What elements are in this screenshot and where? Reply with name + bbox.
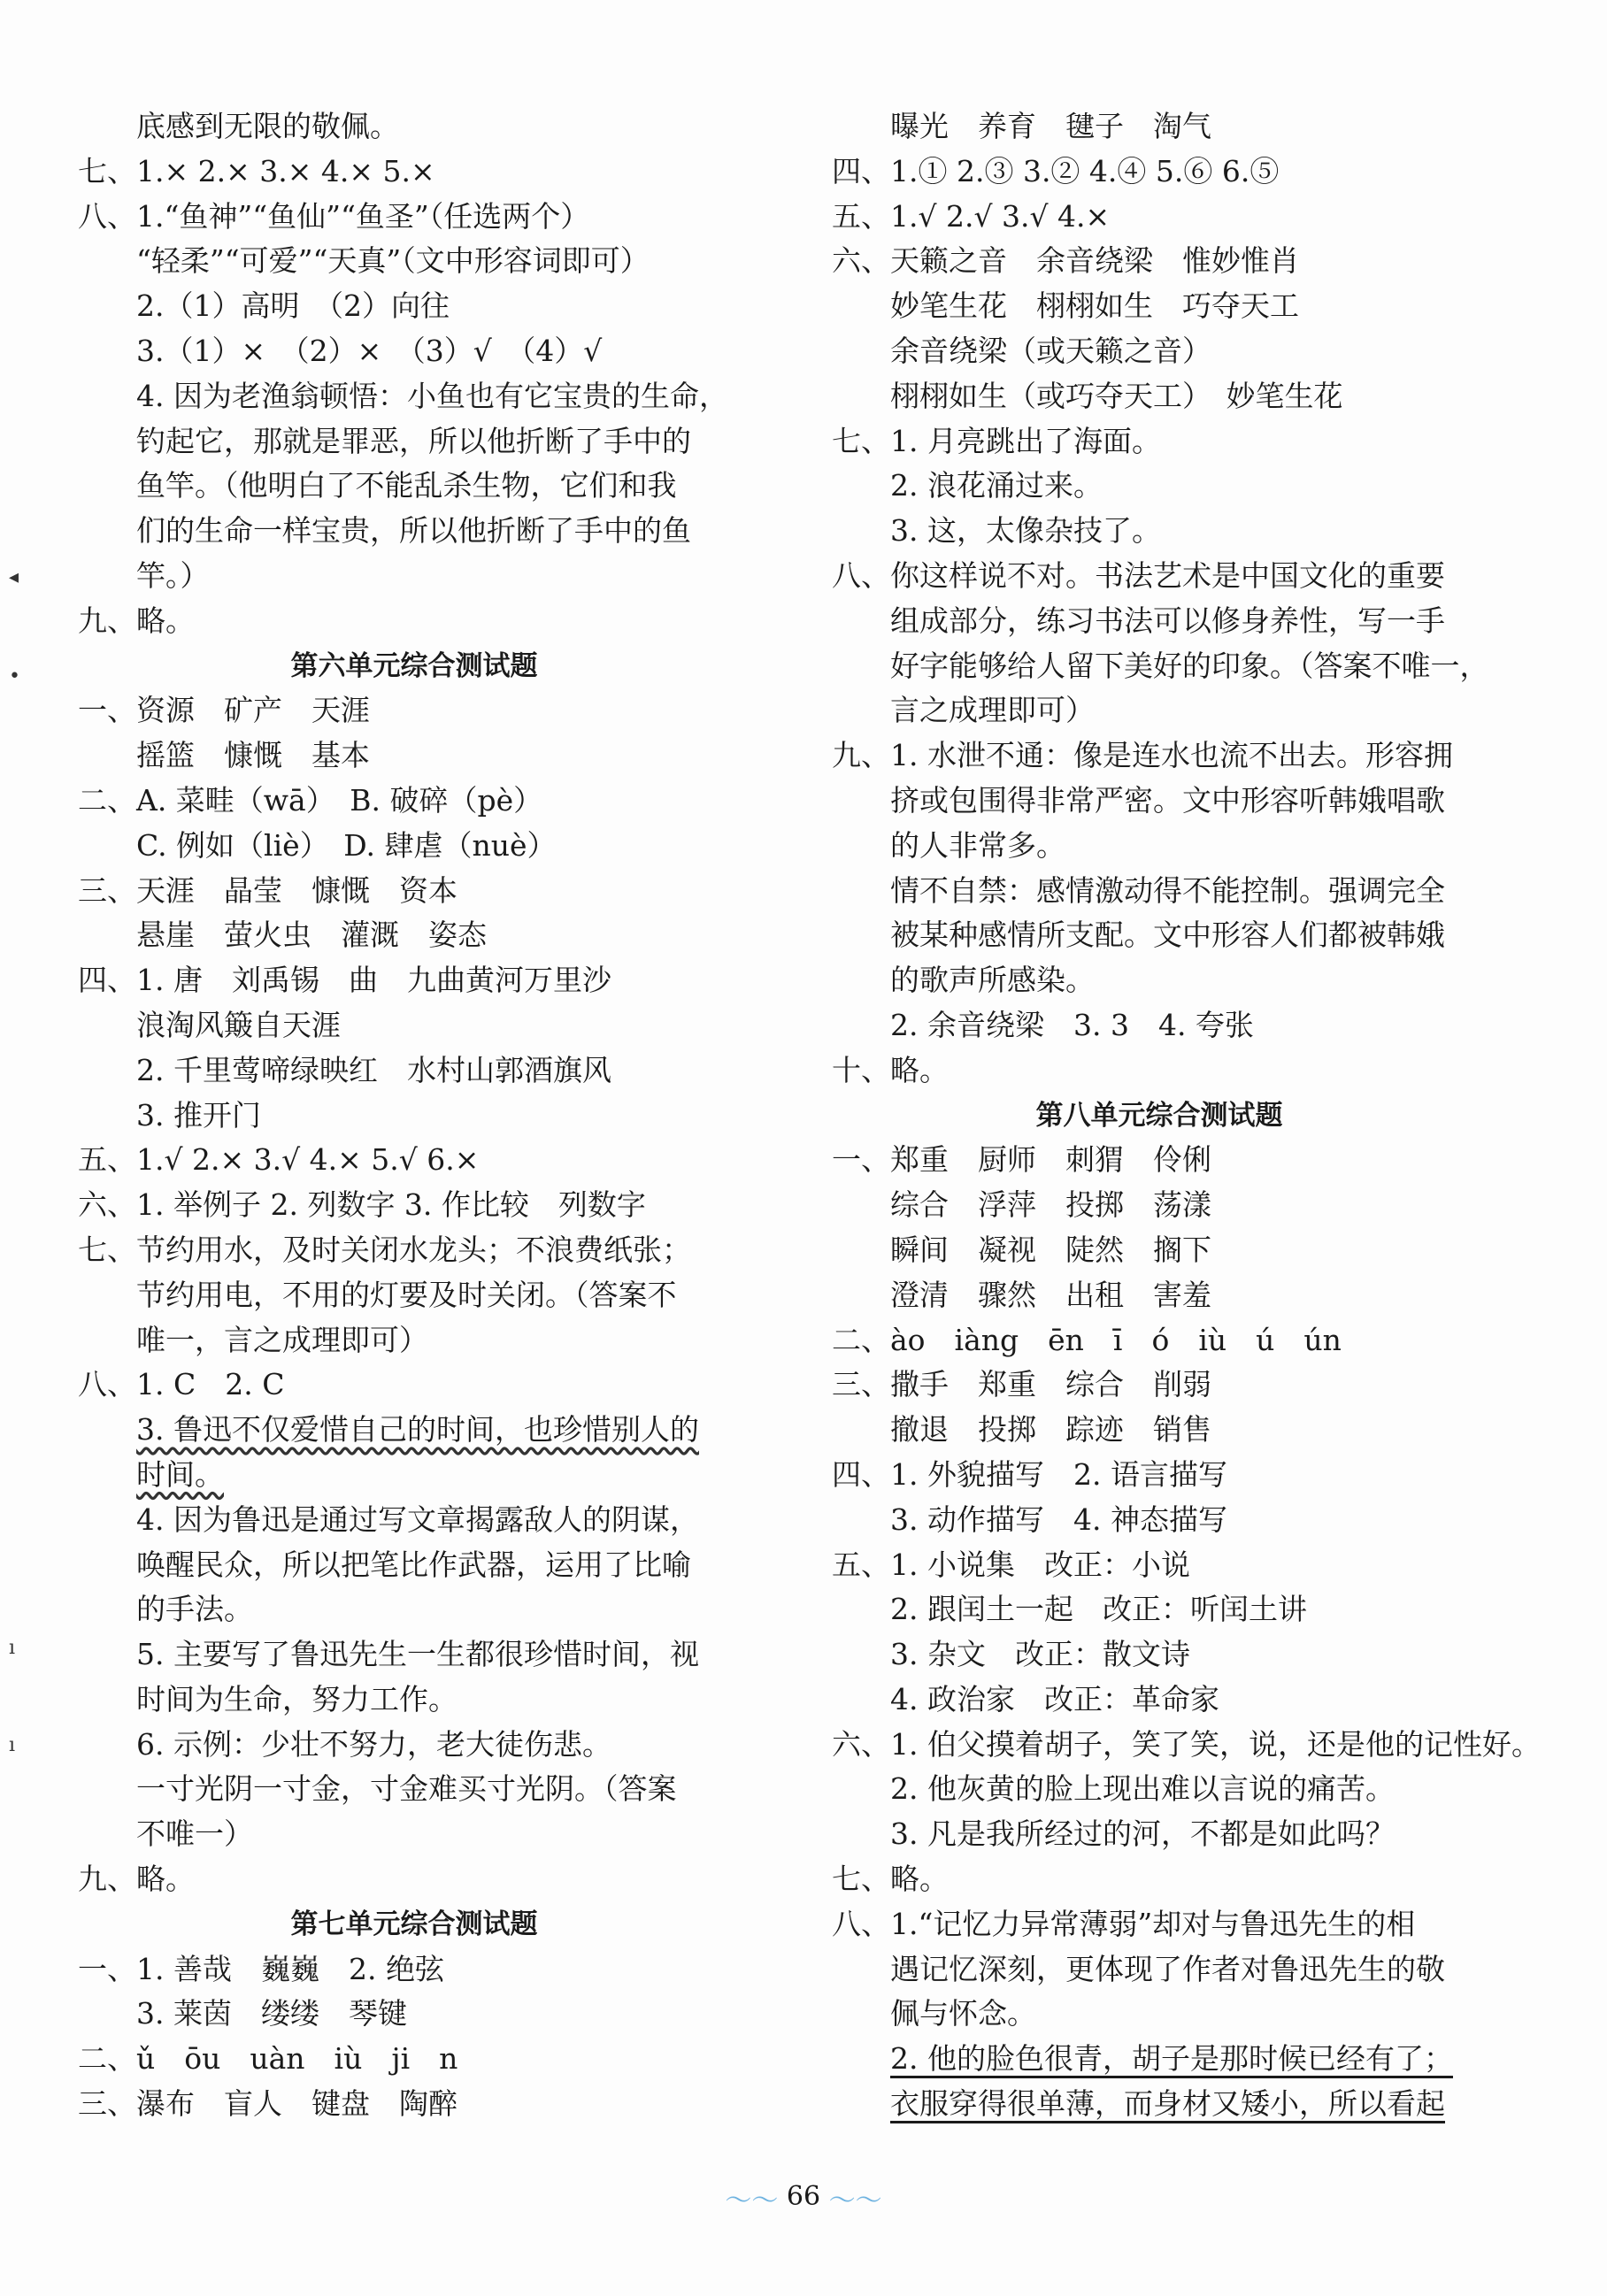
right-column-line: 八、1.“记忆力异常薄弱”却对与鲁迅先生的相 <box>832 1906 1416 1941</box>
left-column-line: 二、ǔ ōu uàn iù ji n <box>78 2041 458 2077</box>
left-column-line: 竿。） <box>136 557 210 593</box>
right-column-line: 2. 他灰黄的脸上现出难以言说的痛苦。 <box>890 1771 1395 1807</box>
right-column-line: 3. 凡是我所经过的河，不都是如此吗？ <box>890 1816 1395 1852</box>
left-column-line: 一寸光阴一寸金，寸金难买寸光阴。（答案 <box>136 1771 677 1807</box>
right-column-line: 挤或包围得非常严密。文中形容听韩娥唱歌 <box>890 782 1445 818</box>
margin-mark: ◂ <box>9 566 19 588</box>
left-column-line: 3.（1）× （2）× （3）√ （4）√ <box>136 333 603 368</box>
left-column-line: 一、资源 矿产 天涯 <box>78 693 370 728</box>
right-column-line: 2. 余音绕梁 3. 3 4. 夸张 <box>890 1007 1254 1042</box>
left-column-line: 九、略。 <box>78 603 195 638</box>
right-column-line: 一、郑重 厨师 刺猬 伶俐 <box>832 1142 1211 1178</box>
left-column-line: 摇篮 慷慨 基本 <box>136 738 370 773</box>
right-column-line: 妙笔生花 栩栩如生 巧夺天工 <box>890 288 1299 324</box>
left-column-line: 二、A. 菜畦（wā） B. 破碎（pè） <box>78 782 543 818</box>
left-column-line: 三、瀑布 盲人 键盘 陶醉 <box>78 2086 457 2122</box>
left-column-line: 5. 主要写了鲁迅先生一生都很珍惜时间，视 <box>136 1637 699 1672</box>
right-column-line: 二、ào iàng ēn ī ó iù ú ún <box>832 1322 1342 1357</box>
right-column <box>832 104 1541 2127</box>
left-column-line: 五、1.√ 2.× 3.√ 4.× 5.√ 6.× <box>78 1142 480 1178</box>
margin-mark: ı <box>9 1637 16 1659</box>
right-column-line: 言之成理即可） <box>890 693 1095 728</box>
right-column-line: 佩与怀念。 <box>890 1996 1036 2031</box>
left-wave-ornament: 〜〜 <box>725 2185 779 2216</box>
right-column-line: 五、1. 小说集 改正：小说 <box>832 1547 1190 1582</box>
left-column-line: 三、天涯 晶莹 慷慨 资本 <box>78 872 457 908</box>
right-column-line: 四、1. 外貌描写 2. 语言描写 <box>832 1456 1227 1492</box>
right-column-line: 五、1.√ 2.√ 3.√ 4.× <box>832 198 1111 234</box>
left-column-line: 七、1.× 2.× 3.× 4.× 5.× <box>78 153 435 188</box>
left-column-line: 唯一，言之成理即可） <box>136 1322 428 1357</box>
right-column-line: 衣服穿得很单薄，而身材又矮小，所以看起 <box>890 2086 1445 2122</box>
page-number: 66 <box>786 2181 821 2212</box>
right-column-line: 2. 浪花涌过来。 <box>890 468 1103 503</box>
right-column-line: 澄清 骤然 出租 害羞 <box>890 1277 1211 1312</box>
left-column-line: 2. 千里莺啼绿映红 水村山郭酒旗风 <box>136 1052 611 1087</box>
right-column-line: 好字能够给人留下美好的印象。（答案不唯一， <box>890 648 1489 683</box>
right-column-line: 3. 动作描写 4. 神态描写 <box>890 1501 1227 1537</box>
right-column-line: 三、撒手 郑重 综合 削弱 <box>832 1367 1211 1402</box>
right-column-line: 撤退 投掷 踪迹 销售 <box>890 1412 1211 1447</box>
right-column-line: 六、天籁之音 余音绕梁 惟妙惟肖 <box>832 243 1299 279</box>
left-column-line: 3. 莱茵 缕缕 琴键 <box>136 1996 407 2031</box>
right-column-line: 2. 他的脸色很青，胡子是那时候已经有了； <box>890 2041 1453 2077</box>
right-column-line: 3. 这，太像杂技了。 <box>890 513 1161 549</box>
section-heading: 第八单元综合测试题 <box>1035 1099 1283 1132</box>
right-column-line: 情不自禁：感情激动得不能控制。强调完全 <box>890 872 1445 908</box>
left-column-line: 六、1. 举例子 2. 列数字 3. 作比较 列数字 <box>78 1187 646 1223</box>
right-column-line: 七、略。 <box>832 1862 949 1897</box>
right-column-line: 九、1. 水泄不通：像是连水也流不出去。形容拥 <box>832 738 1453 773</box>
left-column-line: 们的生命一样宝贵，所以他折断了手中的鱼 <box>136 513 691 549</box>
right-column-line: 被某种感情所支配。文中形容人们都被韩娥 <box>890 918 1445 953</box>
right-column-line: 综合 浮萍 投掷 荡漾 <box>890 1187 1211 1223</box>
left-column-line: 四、1. 唐 刘禹锡 曲 九曲黄河万里沙 <box>78 963 611 998</box>
left-column <box>78 104 750 2127</box>
right-column-line: 瞬间 凝视 陡然 搁下 <box>890 1232 1211 1267</box>
left-column-line: 时间为生命，努力工作。 <box>136 1681 457 1716</box>
left-column-line: 八、1. C 2. C <box>78 1367 285 1402</box>
left-column-line: 4. 因为老渔翁顿悟：小鱼也有它宝贵的生命， <box>136 378 728 413</box>
right-column-line: 4. 政治家 改正：革命家 <box>890 1681 1219 1716</box>
left-column-line: 不唯一） <box>136 1816 253 1852</box>
right-column-line: 余音绕梁（或天籁之音） <box>890 333 1211 368</box>
left-column-line: 八、1.“鱼神”“鱼仙”“鱼圣”（任选两个） <box>78 198 590 234</box>
right-column-line: 栩栩如生（或巧夺天工） 妙笔生花 <box>890 378 1343 413</box>
right-column-line: 七、1. 月亮跳出了海面。 <box>832 423 1161 458</box>
right-wave-ornament: 〜〜 <box>828 2185 882 2216</box>
left-column-line: 2.（1）高明 （2）向往 <box>136 288 450 324</box>
left-column-line: 七、节约用水，及时关闭水龙头；不浪费纸张； <box>78 1232 691 1267</box>
left-column-line: “轻柔”“可爱”“天真”（文中形容词即可） <box>136 243 650 279</box>
left-column-line: 3. 鲁迅不仅爱惜自己的时间，也珍惜别人的 <box>136 1412 699 1447</box>
margin-mark: • <box>9 665 20 687</box>
right-column-line: 的人非常多。 <box>890 827 1065 863</box>
left-column-line: 的手法。 <box>136 1592 253 1627</box>
margin-mark: ı <box>9 1734 16 1756</box>
right-column-line: 曝光 养育 毽子 淘气 <box>890 109 1211 143</box>
right-column-line: 四、1.① 2.③ 3.② 4.④ 5.⑥ 6.⑤ <box>832 153 1280 188</box>
left-column-line: C. 例如（liè） D. 肆虐（nuè） <box>136 827 557 863</box>
left-column-line: 时间。 <box>136 1456 224 1492</box>
right-column-line: 遇记忆深刻，更体现了作者对鲁迅先生的敬 <box>890 1951 1445 1986</box>
right-column-line: 3. 杂文 改正：散文诗 <box>890 1637 1190 1672</box>
left-column-line: 3. 推开门 <box>136 1097 261 1133</box>
left-column-line: 一、1. 善哉 巍巍 2. 绝弦 <box>78 1951 444 1986</box>
left-column-line: 6. 示例：少壮不努力，老大徒伤悲。 <box>136 1726 611 1762</box>
left-column-line: 4. 因为鲁迅是通过写文章揭露敌人的阴谋， <box>136 1501 699 1537</box>
right-column-line: 2. 跟闰土一起 改正：听闰土讲 <box>890 1592 1307 1627</box>
left-column-line: 钓起它，那就是罪恶，所以他折断了手中的 <box>136 423 691 458</box>
right-column-line: 八、你这样说不对。书法艺术是中国文化的重要 <box>832 557 1445 593</box>
left-column-line: 鱼竿。（他明白了不能乱杀生物，它们和我 <box>136 468 677 503</box>
left-column-line: 浪淘风簸自天涯 <box>136 1007 341 1042</box>
right-column-line: 的歌声所感染。 <box>890 963 1095 998</box>
left-column-line: 九、略。 <box>78 1862 195 1897</box>
section-heading: 第七单元综合测试题 <box>290 1908 538 1940</box>
left-column-line: 节约用电，不用的灯要及时关闭。（答案不 <box>136 1277 677 1312</box>
left-column-line: 悬崖 萤火虫 灌溉 姿态 <box>136 918 487 953</box>
left-column-line: 底感到无限的敬佩。 <box>136 109 399 143</box>
section-heading: 第六单元综合测试题 <box>290 649 538 682</box>
right-column-line: 六、1. 伯父摸着胡子，笑了笑，说，还是他的记性好。 <box>832 1726 1541 1762</box>
left-column-line: 唤醒民众，所以把笔比作武器，运用了比喻 <box>136 1547 691 1582</box>
page-footer <box>0 2178 1607 2217</box>
right-column-line: 十、略。 <box>832 1052 949 1087</box>
right-column-line: 组成部分，练习书法可以修身养性，写一手 <box>890 603 1445 638</box>
